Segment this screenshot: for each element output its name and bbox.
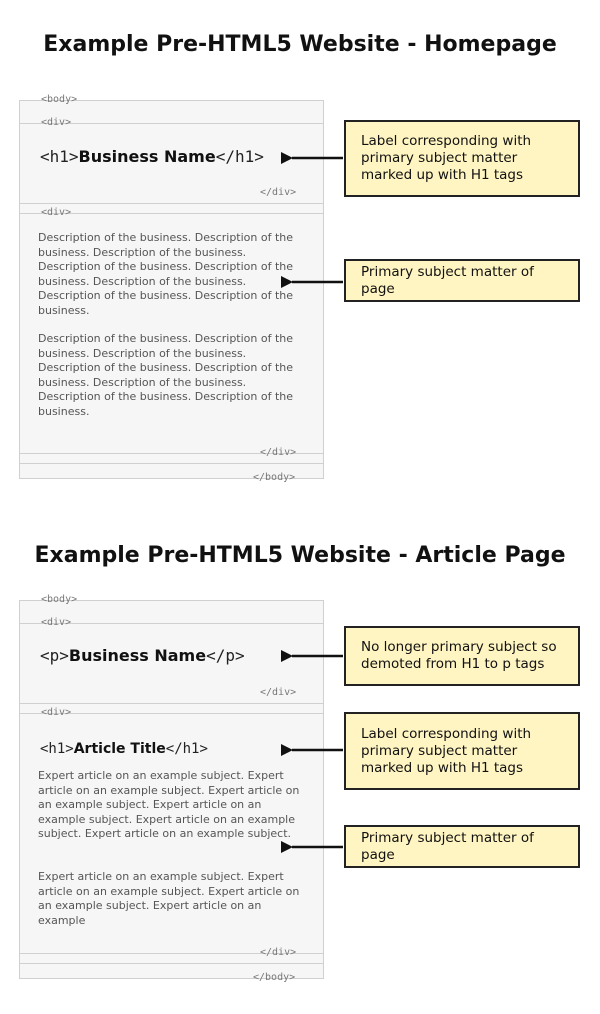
homepage-title: Example Pre-HTML5 Website - Homepage [43, 32, 557, 57]
div-open-tag: <div> [41, 617, 72, 628]
description-paragraph: Description of the business. Description of the business. Description of the business. Description of the business. Description of the business. Description of the business. Description of the business. Description of the business. [38, 332, 294, 418]
div-close-tag: </div> [260, 947, 297, 958]
label-demoted-callout: No longer primary subject so demoted from H1 to p tags [344, 626, 580, 686]
label-primary-callout: Primary subject matter of page [344, 259, 580, 302]
article-paragraph: Expert article on an example subject. Expert article on an example subject. Expert article on an example subject. Expert article on an example subject. Expert article on an example subject. Expert article on an example subject. [38, 769, 300, 840]
description-paragraph: Description of the business. Description of the business. Description of the business. Description of the business. Description of the business. Description of the business. Description of the business. Description of the business. [38, 231, 294, 317]
div-close-tag: </div> [260, 687, 297, 698]
article-paragraph: Expert article on an example subject. Expert article on an example subject. Expert article on an example subject. Expert article on an example [38, 870, 300, 927]
div-close-tag: </div> [260, 447, 297, 458]
h1-text: Business Name [78, 147, 216, 166]
h1-close-tag: </h1> [165, 741, 208, 757]
article-title: Example Pre-HTML5 Website - Article Page [34, 543, 566, 568]
body-close-tag: </body> [253, 972, 296, 983]
p-text: Business Name [68, 646, 207, 665]
div-close-tag: </div> [260, 187, 297, 198]
p-close-tag: </p> [206, 646, 245, 665]
label-primary-callout: Primary subject matter of page [344, 825, 580, 868]
body-open-tag: <body> [41, 594, 78, 605]
h1-text: Article Title [73, 741, 166, 757]
label-h1-callout: Label corresponding with primary subject matter marked up with H1 tags [344, 712, 580, 790]
label-h1-callout: Label corresponding with primary subject matter marked up with H1 tags [344, 120, 580, 197]
p-open-tag: <p> [40, 646, 69, 665]
body-open-tag: <body> [41, 94, 78, 105]
body-close-tag: </body> [253, 472, 296, 483]
h1-open-tag: <h1> [40, 741, 74, 757]
div-open-tag: <div> [41, 707, 72, 718]
div-open-tag: <div> [41, 117, 72, 128]
div-open-tag: <div> [41, 207, 72, 218]
h1-open-tag: <h1> [40, 147, 79, 166]
h1-close-tag: </h1> [215, 147, 264, 166]
